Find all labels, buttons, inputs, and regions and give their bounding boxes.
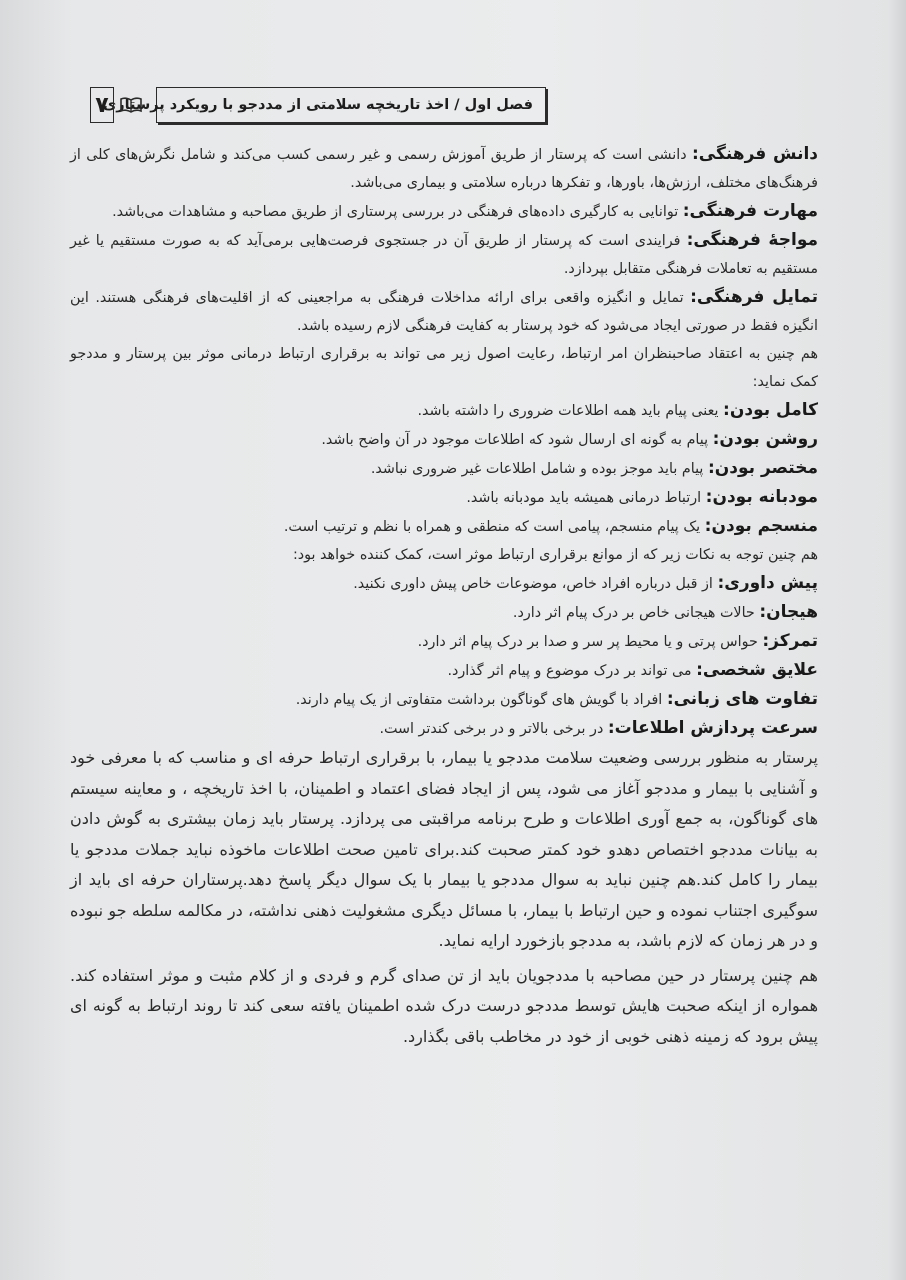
chapter-title: فصل اول / اخذ تاریخچه سلامتی از مددجو با رویکرد پرستاری (102, 97, 533, 113)
term: تمایل فرهنگی: (690, 287, 818, 307)
barrier-item (70, 598, 818, 627)
term: روشن بودن: (712, 429, 818, 449)
barrier-item (70, 685, 818, 714)
term: تمرکز: (762, 631, 818, 651)
term: هیجان: (759, 602, 818, 622)
term: مودبانه بودن: (705, 487, 818, 507)
term: تفاوت های زبانی: (666, 689, 818, 709)
definition-paragraph (70, 226, 818, 283)
term: دانش فرهنگی: (691, 144, 819, 164)
principle-item (70, 512, 818, 541)
principle-text: یک پیام منسجم، پیامی است که منطقی و همراه با نظم و ترتیب است. (283, 519, 701, 535)
book-icon (120, 97, 142, 113)
barrier-item (70, 627, 818, 656)
page-edge-shadow (888, 0, 906, 1280)
definition-paragraph (70, 197, 818, 226)
definition-paragraph (70, 140, 818, 197)
barrier-text: افراد با گویش های گوناگون برداشت متفاوتی از یک پیام دارند. (295, 692, 663, 708)
term: علایق شخصی: (696, 660, 818, 680)
chapter-title-box (102, 87, 546, 123)
term: سرعت پردازش اطلاعات: (607, 718, 818, 738)
term: مواجهٔ فرهنگی: (686, 230, 818, 250)
definition-text: توانایی به کارگیری داده‌های فرهنگی در بررسی پرستاری از طریق مصاحبه و مشاهدات می‌باشد. (112, 204, 679, 220)
barrier-item (70, 714, 818, 743)
term: پیش داوری: (717, 573, 818, 593)
principle-item (70, 454, 818, 483)
term: مختصر بودن: (707, 458, 818, 478)
running-header (90, 87, 546, 127)
body-paragraph: پرستار به منظور بررسی وضعیت سلامت مددجو یا بیمار، با برقراری ارتباط حرفه ای و مناسب که با معرفی خود و آشنایی با بیمار و مددجو آغاز می شود، پس از ایجاد فضای اعتماد و اطمینان، با اخذ تاریخچه ، و معاینه سیستم های گوناگون، به جمع آوری اطلاعات و طرح برنامه مراقبتی می پردازد. پرستار باید زمان بیشتری به گوش دادن به بیانات مددجو اختصاص دهدو خود کمتر صحبت کند.برای تامین صحت اطلاعات ماخوذه نباید جملات مددجو یا بیمار را کامل کند.هم چنین نباید به سوال مددجو یا بیمار با یک سوال دیگر پاسخ دهد.پرستاران حرفه ای باید از سوگیری اجتناب نموده و حین ارتباط با بیمار، با مسائل دیگری مشغولیت ذهنی نداشته، در مکالمه سلطه جو نبوده و در هر زمان که لازم باشد، به مددجو بازخورد ارایه نماید. (70, 748, 818, 950)
barrier-text: حالات هیجانی خاص بر درک پیام اثر دارد. (512, 605, 755, 621)
definition-text: تمایل و انگیزه واقعی برای ارائه مداخلات فرهنگی به مراجعینی که از اقلیت‌های فرهنگی هستند. این انگیزه فقط در صورتی ایجاد می‌شود که خود پرستار به کفایت فرهنگی لازم رسیده باشد. (70, 290, 818, 334)
principle-text: ارتباط درمانی همیشه باید مودبانه باشد. (466, 490, 702, 506)
intro-paragraph: هم چنین به اعتقاد صاحبنظران امر ارتباط، رعایت اصول زیر می تواند به برقراری ارتباط درمانی موثر بین پرستار و مددجو کمک نماید: (70, 346, 818, 390)
barrier-item (70, 569, 818, 598)
principle-text: پیام به گونه ای ارسال شود که اطلاعات موجود در آن واضح باشد. (321, 432, 709, 448)
principle-text: پیام باید موجز بوده و شامل اطلاعات غیر ضروری نباشد. (370, 461, 704, 477)
term: مهارت فرهنگی: (682, 201, 818, 221)
term: کامل بودن: (723, 400, 818, 420)
page-number: ۷ (90, 87, 114, 123)
principle-item (70, 425, 818, 454)
definition-paragraph (70, 283, 818, 340)
barrier-text: در برخی بالاتر و در برخی کندتر است. (379, 721, 604, 737)
intro-paragraph: هم چنین توجه به نکات زیر که از موانع برقراری ارتباط موثر است، کمک کننده خواهد بود: (292, 547, 818, 563)
principle-item (70, 396, 818, 425)
definition-text: دانشی است که پرستار از طریق آموزش رسمی و غیر رسمی کسب می‌کند و شامل نگرش‌های کلی از فرهنگ‌های مختلف، ارزش‌ها، باورها، و تفکرها درباره سلامتی و بیماری می‌باشد. (70, 147, 818, 191)
barrier-text: می تواند بر درک موضوع و پیام اثر گذارد. (447, 663, 692, 679)
barrier-text: از قبل درباره افراد خاص، موضوعات خاص پیش داوری نکنید. (353, 576, 713, 592)
barrier-text: حواس پرتی و یا محیط پر سر و صدا بر درک پیام اثر دارد. (417, 634, 758, 650)
term: منسجم بودن: (704, 516, 818, 536)
definition-text: فرایندی است که پرستار از طریق آن در جستجوی فرصت‌هایی برمی‌آید که به صورت مستقیم یا غیر مستقیم به تعاملات فرهنگی متقابل بپردازد. (70, 233, 818, 277)
page-body (70, 140, 818, 1052)
barrier-item (70, 656, 818, 685)
principle-item (70, 483, 818, 512)
principle-text: یعنی پیام باید همه اطلاعات ضروری را داشته باشد. (417, 403, 719, 419)
body-paragraph: هم چنین پرستار در حین مصاحبه با مددجویان باید از تن صدای گرم و فردی و از کلام مثبت و موثر استفاده کند. همواره از اینکه صحبت هایش توسط مددجو درست درک شده اطمینان یافته سعی کند تا روند ارتباط به گونه ای پیش برود که زمینه ذهنی خوبی از خود در مخاطب باقی بگذارد. (70, 965, 818, 1046)
